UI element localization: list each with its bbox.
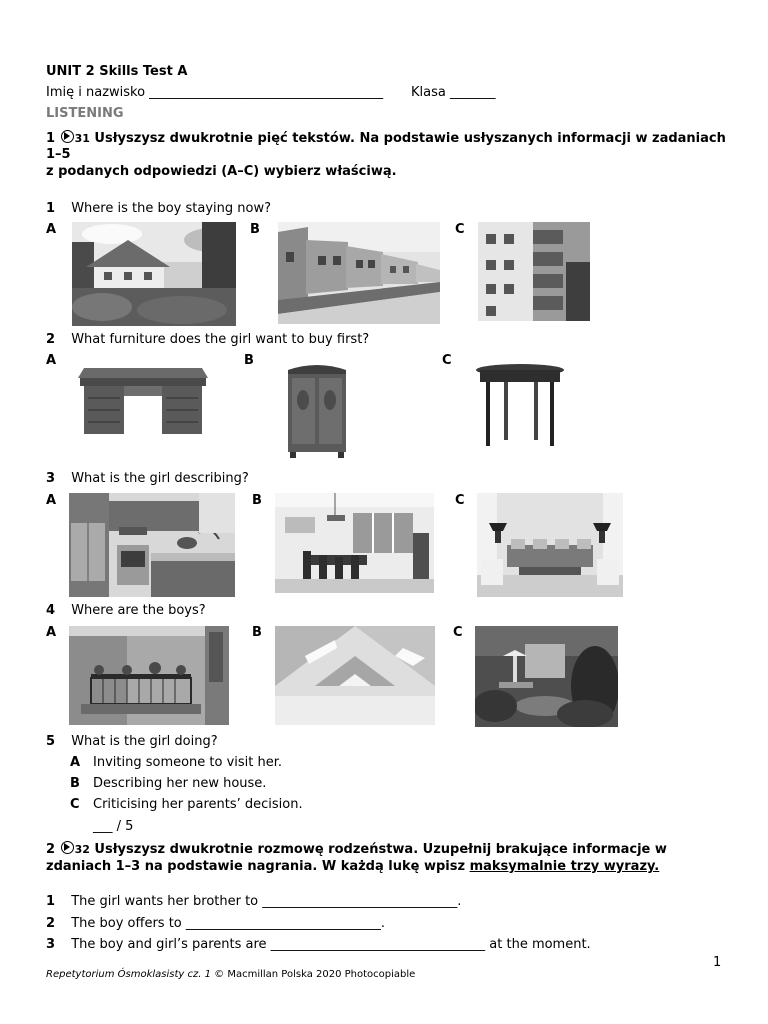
question-text: What is the girl describing? <box>71 471 249 486</box>
task1-instruction-line1: Usłyszysz dwukrotnie pięć tekstów. Na podstawie usłyszanych informacji w zadaniach <box>94 131 726 146</box>
item-number: 2 <box>46 916 56 931</box>
task2-instruction <box>46 841 720 859</box>
task1-instruction-line3: z podanych odpowiedzi (A–C) wybierz właściwą. <box>46 164 397 179</box>
question-text: What is the girl doing? <box>71 734 218 749</box>
copyright-publisher: © Macmillan Polska 2020 Photocopiable <box>214 969 416 980</box>
question-4 <box>46 603 206 618</box>
gap-item-3[interactable] <box>46 937 591 952</box>
task2-instruction-c: maksymalnie trzy wyrazy. <box>469 859 660 874</box>
answer-letter: C <box>70 797 80 812</box>
balcony-photo <box>69 626 229 725</box>
answer-option[interactable] <box>70 776 267 791</box>
garden-photo <box>475 626 618 727</box>
desk-photo <box>74 360 212 442</box>
option-a-label: A <box>46 625 57 640</box>
audio-track-icon <box>61 130 74 143</box>
name-field-label: Imię i nazwisko ____________________________________ <box>46 85 384 100</box>
option-b-label: B <box>250 222 260 237</box>
question-3 <box>46 471 249 486</box>
living-room-photo <box>477 493 623 597</box>
option-c-label: C <box>455 222 465 237</box>
task1-instruction-line2: 1–5 <box>46 147 71 162</box>
section-heading: LISTENING <box>46 106 124 121</box>
option-a-label: A <box>46 353 57 368</box>
kitchen-photo <box>69 493 235 597</box>
item-number: 1 <box>46 894 56 909</box>
task2-instruction-b: zdaniach 1–3 na podstawie nagrania. W każdą lukę wpisz <box>46 859 466 874</box>
terraced-houses-photo <box>278 222 440 324</box>
question-1 <box>46 201 271 216</box>
option-b-label: B <box>252 625 262 640</box>
question-2 <box>46 332 369 347</box>
task2-instruction-a: Usłyszysz dwukrotnie rozmowę rodzeństwa. Uzupełnij brakujące informacje w <box>94 842 667 857</box>
question-5 <box>46 734 218 749</box>
question-number: 2 <box>46 332 56 347</box>
task1-instruction <box>46 130 726 146</box>
round-table-photo <box>472 360 568 454</box>
option-a-label: A <box>46 493 57 508</box>
item-number: 3 <box>46 937 56 952</box>
question-text: Where is the boy staying now? <box>71 201 271 216</box>
answer-option[interactable] <box>70 755 283 770</box>
item-text: The girl wants her brother to ______________________________. <box>71 894 462 909</box>
task1-track: 31 <box>74 132 90 145</box>
option-c-label: C <box>453 625 463 640</box>
copyright-book: Repetytorium Ósmoklasisty cz. 1 <box>46 969 211 980</box>
wardrobe-photo <box>284 360 350 458</box>
question-number: 4 <box>46 603 56 618</box>
option-c-label: C <box>455 493 465 508</box>
gap-item-1[interactable] <box>46 894 461 909</box>
answer-text: Describing her new house. <box>93 776 267 791</box>
question-number: 3 <box>46 471 56 486</box>
question-text: Where are the boys? <box>71 603 206 618</box>
item-text: The boy and girl’s parents are _________________________________ at the moment. <box>71 937 591 952</box>
copyright-footer <box>46 969 415 980</box>
answer-letter: A <box>70 755 81 770</box>
item-text: The boy offers to ______________________________. <box>71 916 386 931</box>
attic-photo <box>275 626 435 725</box>
task1-number: 1 <box>46 131 56 146</box>
audio-track-icon <box>61 841 74 854</box>
option-a-label: A <box>46 222 57 237</box>
option-b-label: B <box>244 353 254 368</box>
class-field-label: Klasa _______ <box>411 85 496 100</box>
question-text: What furniture does the girl want to buy first? <box>71 332 370 347</box>
answer-text: Criticising her parents’ decision. <box>93 797 303 812</box>
apartment-block-photo <box>478 222 590 321</box>
cottage-photo <box>72 222 236 326</box>
answer-option[interactable] <box>70 797 303 812</box>
option-b-label: B <box>252 493 262 508</box>
option-c-label: C <box>442 353 452 368</box>
page-title: UNIT 2 Skills Test A <box>46 64 188 79</box>
task2-number: 2 <box>46 842 56 857</box>
gap-item-2[interactable] <box>46 916 385 931</box>
answer-text: Inviting someone to visit her. <box>93 755 283 770</box>
dining-room-photo <box>275 493 434 593</box>
question-number: 5 <box>46 734 56 749</box>
question-number: 1 <box>46 201 56 216</box>
page-number: 1 <box>713 955 722 970</box>
score-field[interactable]: ___ / 5 <box>93 819 134 834</box>
answer-letter: B <box>70 776 80 791</box>
task2-instruction-line2 <box>46 859 659 874</box>
task2-track: 32 <box>74 843 90 856</box>
